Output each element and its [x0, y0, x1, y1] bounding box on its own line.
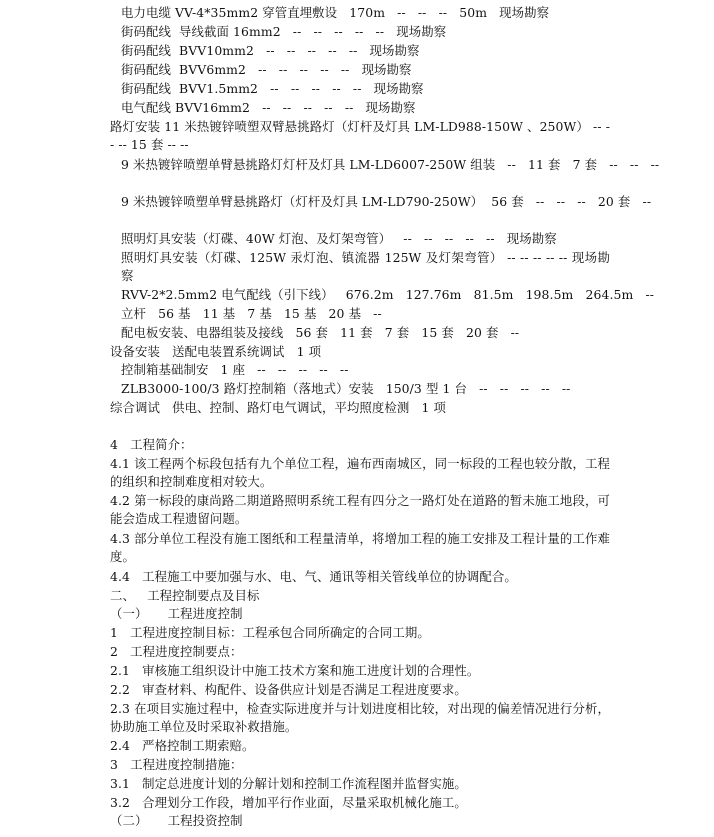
text-line: 街码配线 BVV1.5mm2 -- -- -- -- -- 现场勘察	[121, 81, 424, 96]
subsection-heading: （二） 工程投资控制	[110, 813, 243, 828]
text-line: 9 米热镀锌喷塑单臂悬挑路灯（灯杆及灯具 LM-LD790-250W） 56 套 -- -- -- 20 套 --	[121, 194, 652, 209]
text-line: 4.4 工程施工中要加强与水、电、气、通讯等相关管线单位的协调配合。	[110, 569, 517, 584]
text-line: 2.4 严格控制工期索赔。	[110, 738, 255, 753]
text-line: 3 工程进度控制措施：	[110, 757, 243, 772]
text-paragraph: 4.1 该工程两个标段包括有九个单位工程，遍布西南城区，同一标段的工程也较分散，工程的组织和控制难度相对较大。	[110, 456, 610, 490]
text-line: 2.2 审查材料、构配件、设备供应计划是否满足工程进度要求。	[110, 682, 467, 697]
text-line: 综合调试 供电、控制、路灯电气调试，平均照度检测 1 项	[110, 400, 447, 415]
text-line: 照明灯具安装（灯碟、40W 灯泡、及灯架弯管） -- -- -- -- -- 现场勘察	[121, 231, 557, 246]
text-line: 2.1 审核施工组织设计中施工技术方案和施工进度计划的合理性。	[110, 663, 480, 678]
text-line: 电气配线 BVV16mm2 -- -- -- -- -- 现场勘察	[121, 100, 416, 115]
text-line: 街码配线 BVV6mm2 -- -- -- -- -- 现场勘察	[121, 62, 412, 77]
text-line: 9 米热镀锌喷塑单臂悬挑路灯灯杆及灯具 LM-LD6007-250W 组装 -- 11 套 7 套 -- -- --	[121, 157, 660, 172]
text-line: 2 工程进度控制要点：	[110, 644, 243, 659]
text-line: 1 工程进度控制目标：工程承包合同所确定的合同工期。	[110, 625, 430, 640]
subsection-heading: （一） 工程进度控制	[110, 606, 243, 621]
text-paragraph: 路灯安装 11 米热镀锌喷塑双臂悬挑路灯（灯杆及灯具 LM-LD988-150W 、250W） -- -- -- 15 套 -- --	[110, 119, 610, 153]
text-line: 设备安装 送配电装置系统调试 1 项	[110, 344, 322, 359]
text-line: 配电板安装、电器组装及接线 56 套 11 套 7 套 15 套 20 套 --	[121, 325, 520, 340]
text-line: 街码配线 BVV10mm2 -- -- -- -- -- 现场勘察	[121, 43, 420, 58]
text-paragraph: 2.3 在项目实施过程中，检查实际进度并与计划进度相比较，对出现的偏差情况进行分析，协助施工单位及时采取补救措施。	[110, 701, 610, 735]
text-line: ZLB3000-100/3 路灯控制箱（落地式）安装 150/3 型 1 台 -- -- -- -- --	[121, 381, 571, 396]
text-line: 控制箱基础制安 1 座 -- -- -- -- --	[121, 362, 349, 377]
text-paragraph: 4.3 部分单位工程没有施工图纸和工程量清单，将增加工程的施工安排及工程计量的工作难度。	[110, 531, 610, 565]
text-paragraph: 照明灯具安装（灯碟、125W 汞灯泡、镇流器 125W 及灯架弯管） -- -- -- -- -- 现场勘察	[121, 250, 610, 284]
text-line: 3.2 合理划分工作段，增加平行作业面，尽量采取机械化施工。	[110, 795, 467, 810]
section-heading: 4 工程简介：	[110, 437, 193, 452]
text-line: 电力电缆 VV-4*35mm2 穿管直埋敷设 170m -- -- -- 50m 现场勘察	[121, 5, 550, 20]
text-paragraph: 4.2 第一标段的康尚路二期道路照明系统工程有四分之一路灯处在道路的暂未施工地段，可能会造成工程遗留问题。	[110, 493, 610, 527]
text-line: RVV-2*2.5mm2 电气配线（引下线） 676.2m 127.76m 81.5m 198.5m 264.5m --	[121, 287, 655, 302]
text-line: 街码配线 导线截面 16mm2 -- -- -- -- -- 现场勘察	[121, 24, 447, 39]
text-line: 立杆 56 基 11 基 7 基 15 基 20 基 --	[121, 306, 382, 321]
text-line: 3.1 制定总进度计划的分解计划和控制工作流程图并监督实施。	[110, 776, 467, 791]
section-heading: 二、 工程控制要点及目标	[110, 588, 260, 603]
